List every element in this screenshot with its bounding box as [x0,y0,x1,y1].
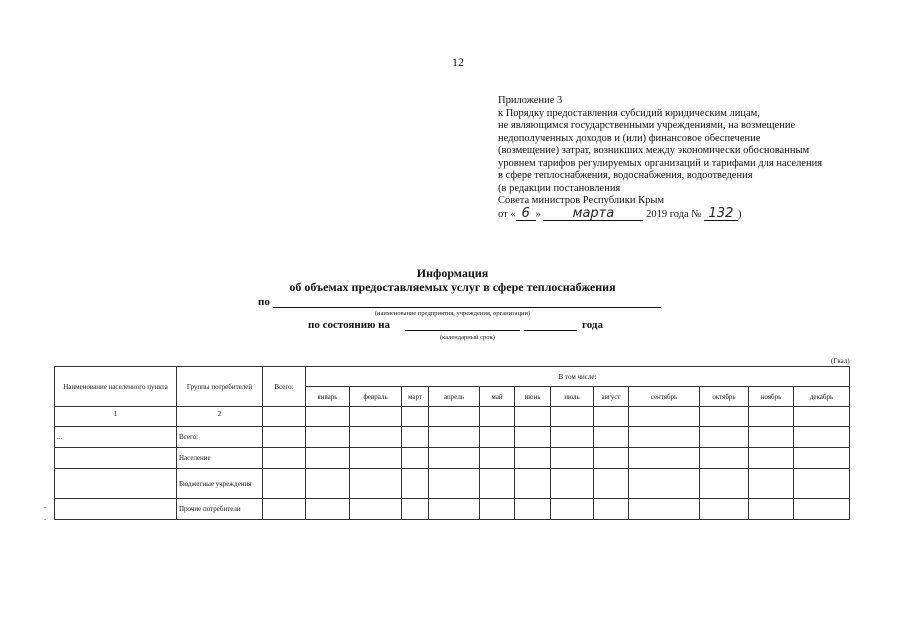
table-row [55,469,850,499]
table-cell [429,448,480,469]
margin-mark: - [44,515,47,523]
handwritten-number: 132 [704,208,738,221]
handwritten-month: марта [543,208,643,221]
date-prefix: от « [498,208,516,220]
table-cell [794,499,850,520]
table-cell [551,499,594,520]
table-cell [749,427,794,448]
table-cell [350,407,402,427]
table-cell [350,448,402,469]
table-cell [551,407,594,427]
table-cell [429,427,480,448]
resolution-date-line [498,205,822,222]
table-cell [515,469,551,499]
header-month: август [594,387,629,407]
annex-line: Приложение 3 [498,95,563,106]
annex-line: недополученных доходов и (или) финансовое обеспечение [498,132,761,144]
header-month: ноябрь [749,387,794,407]
table-cell [350,427,402,448]
table-cell [629,499,700,520]
table-cell [794,469,850,499]
table-cell [402,448,429,469]
table-cell [480,448,515,469]
table-cell [429,407,480,427]
table-cell [263,407,306,427]
table-cell [594,469,629,499]
table-cell [794,427,850,448]
table-cell [263,469,306,499]
header-including: В том числе: [306,367,850,387]
info-title: Информация [416,266,489,280]
table-row [55,427,850,448]
date-mid: » [535,208,541,220]
table-cell [306,469,350,499]
table-cell [515,448,551,469]
header-month: май [480,387,515,407]
table-cell [306,499,350,520]
page-number: 12 [452,55,464,69]
group-cell: Прочие потребители [177,499,263,520]
date-suffix: ) [737,208,742,220]
table-cell [551,469,594,499]
table-cell [306,407,350,427]
annex-line: в сфере теплоснабжения, водоснабжения, водоотведения [498,170,753,181]
annex-block [498,95,822,221]
table-cell [749,469,794,499]
table-cell [263,499,306,520]
table-cell [749,448,794,469]
header-month: декабрь [794,387,850,407]
table-cell [306,448,350,469]
po-label: по [258,296,270,308]
table-cell [402,499,429,520]
table-cell [350,499,402,520]
table-cell [594,448,629,469]
table-cell [594,427,629,448]
table-cell [749,499,794,520]
table-cell [480,499,515,520]
table-cell [429,469,480,499]
table-cell [429,499,480,520]
table-cell [629,448,700,469]
period-caption: (календарный срок) [440,334,495,341]
table-cell [794,448,850,469]
table-row [55,448,850,469]
locality-cell [55,448,177,469]
header-total: Всего: [263,367,306,407]
header-month: январь [306,387,350,407]
annex-line: (возмещение) затрат, возникших между экономически обоснованным [498,145,810,156]
header-groups: Группы потребителей [177,367,263,407]
group-cell: Бюджетные учреждения [177,469,263,499]
table-cell [551,427,594,448]
margin-mark: - [44,503,47,511]
table-cell [700,448,749,469]
services-table [54,366,850,520]
unit-label: (Гкал) [831,357,850,365]
annex-line: (в редакции постановления [498,182,621,194]
locality-cell: ... [55,427,177,448]
table-cell [515,427,551,448]
table-cell [515,407,551,427]
group-cell: Население [177,448,263,469]
numbering-cell: 1 [55,407,177,427]
table-cell [700,427,749,448]
annex-line: Совета министров Республики Крым [498,195,665,206]
table-cell [350,469,402,499]
handwritten-day: 6 [516,208,536,221]
table-cell [480,469,515,499]
table-cell [749,407,794,427]
year-underline [524,330,577,331]
header-month: июль [551,387,594,407]
table-cell [402,427,429,448]
table-cell [263,427,306,448]
annex-line: уровнем тарифов регулируемых организаций и тарифами для населения [498,157,823,169]
table-cell [263,448,306,469]
table-cell [629,407,700,427]
date-underline [405,330,520,331]
group-cell: Всего: [177,427,263,448]
table-cell [629,427,700,448]
header-month: октябрь [700,387,749,407]
locality-cell [55,499,177,520]
date-year-text: 2019 года № [646,208,702,220]
header-month: март [402,387,429,407]
annex-line: к Порядку предоставления субсидий юридическим лицам, [498,107,760,119]
state-label: по состоянию на [308,319,391,331]
locality-cell [55,469,177,499]
table-cell [515,499,551,520]
table-cell [480,427,515,448]
info-subtitle: об объемах предоставляемых услуг в сфере теплоснабжения [289,280,616,294]
header-month: июнь [515,387,551,407]
organization-caption: (наименование предприятия, учреждения, организации) [374,310,531,317]
table-cell [480,407,515,427]
table-row [55,499,850,520]
table-cell [700,469,749,499]
annex-line: не являющимся государственными учреждениями, на возмещение [498,120,796,131]
table-cell [402,469,429,499]
table-cell [306,427,350,448]
table-cell [700,499,749,520]
table-cell [551,448,594,469]
header-locality: Наименование населенного пункта [55,367,177,407]
header-month: февраль [350,387,402,407]
header-month: апрель [429,387,480,407]
table-cell [402,407,429,427]
numbering-cell: 2 [177,407,263,427]
organization-underline [273,307,661,308]
header-month: сентябрь [629,387,700,407]
table-cell [594,499,629,520]
year-label: года [582,319,603,331]
table-cell [629,469,700,499]
table-cell [700,407,749,427]
table-cell [594,407,629,427]
table-cell [794,407,850,427]
